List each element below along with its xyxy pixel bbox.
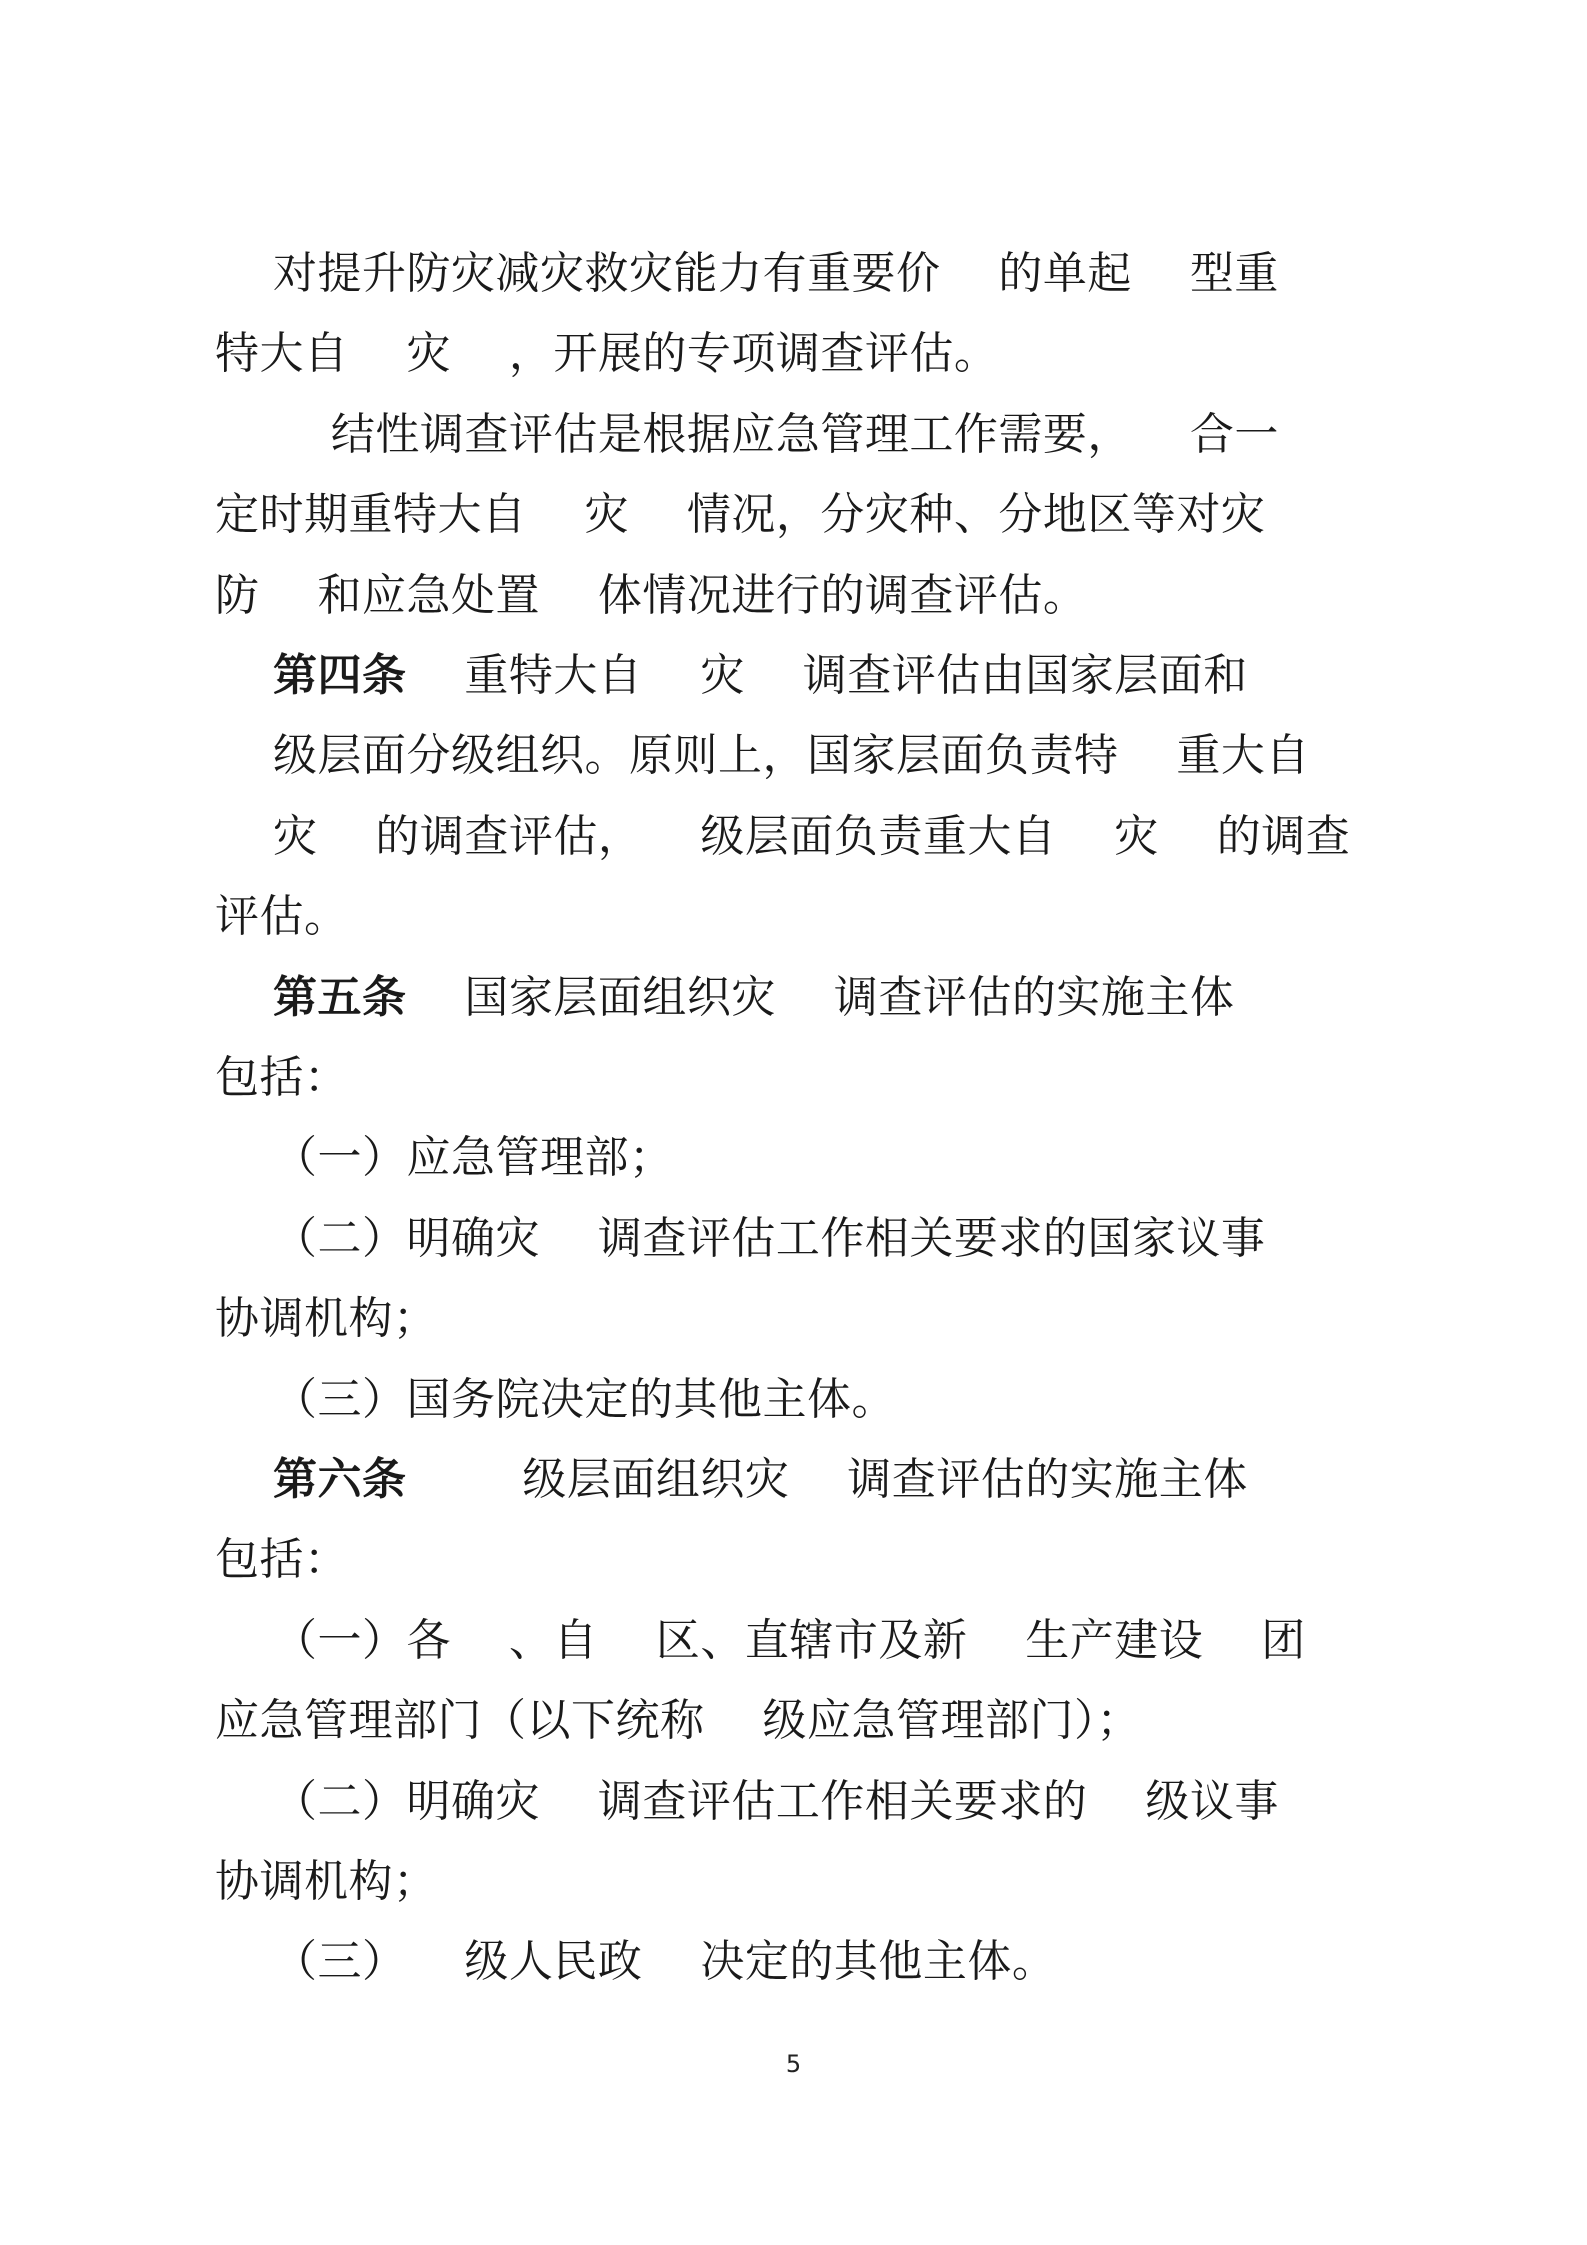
text-line-4 (215, 475, 1360, 555)
text-line-17 (215, 1520, 1360, 1600)
article-6-label: 第六条 (272, 1454, 407, 1505)
line-text: （三）国务院决定的其他主体。 (215, 1374, 896, 1425)
line-text: 评估。 (215, 891, 349, 942)
text-line-12 (215, 1118, 1360, 1198)
line-text: 重特大自 灾 调查评估由国家层面和 (406, 650, 1248, 701)
line-text: （二）明确灾 调查评估工作相关要求的 级议事 (215, 1776, 1279, 1827)
text-line-5 (215, 556, 1360, 636)
article-5-heading (215, 958, 1360, 1038)
line-text: （三） 级人民政 决定的其他主体。 (215, 1936, 1057, 1987)
line-text: 定时期重特大自 灾 情况，分灾种、分地区等对灾 (215, 489, 1266, 540)
article-6-heading (215, 1440, 1360, 1520)
line-text: 结性调查评估是根据应急管理工作需要， 合一 (215, 409, 1279, 460)
text-line-18 (215, 1601, 1360, 1681)
line-text: 包括： (215, 1052, 349, 1103)
text-line-22 (215, 1922, 1360, 2002)
line-text: 对提升防灾减灾救灾能力有重要价 的单起 型重 (215, 248, 1279, 299)
line-text: 级层面分级组织。原则上，国家层面负责特 重大自 (215, 730, 1310, 781)
article-4-heading (215, 636, 1360, 716)
text-line-7 (215, 716, 1360, 796)
line-text: （二）明确灾 调查评估工作相关要求的国家议事 (215, 1213, 1266, 1264)
text-line-20 (215, 1762, 1360, 1842)
line-text: 防 和应急处置 体情况进行的调查评估。 (215, 570, 1088, 621)
line-text: 灾 的调查评估， 级层面负责重大自 灾 的调查 (215, 811, 1351, 862)
text-line-2 (215, 314, 1360, 394)
text-line-9 (215, 877, 1360, 957)
line-text: 协调机构； (215, 1293, 438, 1344)
text-line-15 (215, 1360, 1360, 1440)
text-line-8 (215, 797, 1360, 877)
line-text: 协调机构； (215, 1856, 438, 1907)
line-text: 应急管理部门（以下统称 级应急管理部门）； (215, 1695, 1141, 1746)
line-text: 包括： (215, 1534, 349, 1585)
text-line-3 (215, 395, 1360, 475)
text-line-19 (215, 1681, 1360, 1761)
article-5-label: 第五条 (272, 972, 407, 1023)
line-text: （一）应急管理部； (215, 1132, 674, 1183)
line-text: 级层面组织灾 调查评估的实施主体 (406, 1454, 1248, 1505)
text-line-21 (215, 1842, 1360, 1922)
text-line-13 (215, 1199, 1360, 1279)
text-line-14 (215, 1279, 1360, 1359)
text-line-11 (215, 1038, 1360, 1118)
text-line-1 (215, 234, 1360, 314)
article-4-label: 第四条 (272, 650, 407, 701)
page-number: 5 (785, 2050, 802, 2078)
line-text: （一）各 、自 区、直辖市及新 生产建设 团 (215, 1615, 1306, 1666)
line-text: 国家层面组织灾 调查评估的实施主体 (406, 972, 1235, 1023)
line-text: 特大自 灾 ，开展的专项调查评估。 (215, 328, 999, 379)
